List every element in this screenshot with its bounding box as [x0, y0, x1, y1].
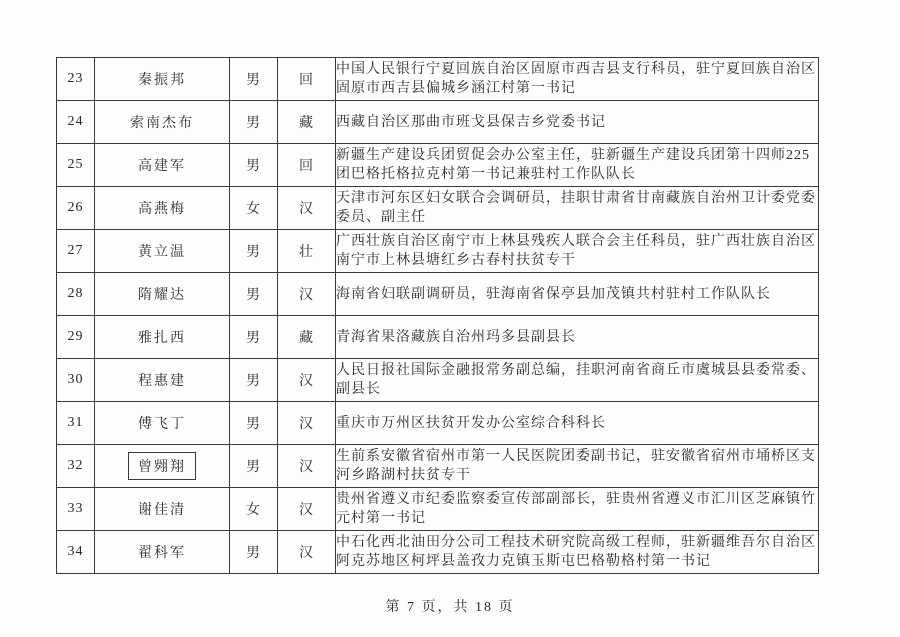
cell-name [95, 488, 230, 531]
person-name: 索南杰布 [130, 116, 194, 131]
table-row [57, 445, 819, 488]
person-name: 曾翙翔 [128, 452, 196, 480]
table-row [57, 58, 819, 101]
cell-ethnicity: 汉 [278, 445, 336, 488]
cell-serial-number: 32 [57, 445, 95, 488]
cell-serial-number: 27 [57, 230, 95, 273]
person-name: 秦振邦 [138, 73, 186, 88]
table-row [57, 187, 819, 230]
cell-position-description: 海南省妇联副调研员，驻海南省保亭县加茂镇共村驻村工作队队长 [336, 273, 819, 316]
cell-serial-number: 25 [57, 144, 95, 187]
cell-name [95, 445, 230, 488]
cell-gender: 男 [230, 273, 278, 316]
roster-table-body [57, 58, 819, 574]
cell-name [95, 58, 230, 101]
cell-ethnicity: 汉 [278, 531, 336, 574]
cell-gender: 女 [230, 488, 278, 531]
roster-table [56, 57, 819, 574]
cell-name [95, 187, 230, 230]
cell-name [95, 101, 230, 144]
cell-position-description: 人民日报社国际金融报常务副总编，挂职河南省商丘市虞城县县委常委、副县长 [336, 359, 819, 402]
cell-gender: 男 [230, 58, 278, 101]
cell-ethnicity: 壮 [278, 230, 336, 273]
page-number-footer: 第 7 页，共 18 页 [385, 600, 515, 615]
person-name: 高建军 [138, 159, 186, 174]
cell-serial-number: 24 [57, 101, 95, 144]
cell-ethnicity: 汉 [278, 187, 336, 230]
cell-gender: 男 [230, 144, 278, 187]
table-row [57, 359, 819, 402]
table-row [57, 144, 819, 187]
cell-ethnicity: 汉 [278, 402, 336, 445]
table-row [57, 531, 819, 574]
cell-gender: 男 [230, 402, 278, 445]
cell-name [95, 273, 230, 316]
table-row [57, 316, 819, 359]
cell-serial-number: 29 [57, 316, 95, 359]
cell-gender: 男 [230, 359, 278, 402]
cell-position-description: 贵州省遵义市纪委监察委宣传部副部长，驻贵州省遵义市汇川区芝麻镇竹元村第一书记 [336, 488, 819, 531]
cell-name [95, 531, 230, 574]
cell-ethnicity: 藏 [278, 101, 336, 144]
cell-serial-number: 34 [57, 531, 95, 574]
person-name: 隋耀达 [138, 288, 186, 303]
cell-gender: 女 [230, 187, 278, 230]
cell-ethnicity: 汉 [278, 359, 336, 402]
table-row [57, 488, 819, 531]
cell-ethnicity: 汉 [278, 488, 336, 531]
cell-name [95, 402, 230, 445]
cell-position-description: 生前系安徽省宿州市第一人民医院团委副书记，驻安徽省宿州市埇桥区支河乡路湖村扶贫专干 [336, 445, 819, 488]
person-name: 傅飞丁 [138, 417, 186, 432]
cell-gender: 男 [230, 531, 278, 574]
cell-gender: 男 [230, 101, 278, 144]
cell-ethnicity: 回 [278, 144, 336, 187]
cell-serial-number: 28 [57, 273, 95, 316]
cell-ethnicity: 藏 [278, 316, 336, 359]
cell-gender: 男 [230, 445, 278, 488]
cell-ethnicity: 汉 [278, 273, 336, 316]
cell-position-description: 青海省果洛藏族自治州玛多县副县长 [336, 316, 819, 359]
cell-serial-number: 33 [57, 488, 95, 531]
cell-name [95, 230, 230, 273]
person-name: 翟科军 [138, 546, 186, 561]
cell-position-description: 新疆生产建设兵团贸促会办公室主任，驻新疆生产建设兵团第十四师225团巴格托格拉克村第一书记兼驻村工作队队长 [336, 144, 819, 187]
cell-position-description: 中国人民银行宁夏回族自治区固原市西吉县支行科员，驻宁夏回族自治区固原市西吉县偏城乡涵江村第一书记 [336, 58, 819, 101]
person-name: 高燕梅 [138, 202, 186, 217]
table-row [57, 402, 819, 445]
cell-serial-number: 26 [57, 187, 95, 230]
cell-serial-number: 23 [57, 58, 95, 101]
cell-position-description: 西藏自治区那曲市班戈县保吉乡党委书记 [336, 101, 819, 144]
person-name: 谢佳清 [138, 503, 186, 518]
table-row [57, 101, 819, 144]
cell-position-description: 广西壮族自治区南宁市上林县残疾人联合会主任科员，驻广西壮族自治区南宁市上林县塘红乡古春村扶贫专干 [336, 230, 819, 273]
cell-serial-number: 31 [57, 402, 95, 445]
cell-name [95, 144, 230, 187]
table-row [57, 273, 819, 316]
cell-gender: 男 [230, 316, 278, 359]
person-name: 黄立温 [138, 245, 186, 260]
cell-position-description: 天津市河东区妇女联合会调研员，挂职甘肃省甘南藏族自治州卫计委党委委员、副主任 [336, 187, 819, 230]
cell-gender: 男 [230, 230, 278, 273]
cell-position-description: 重庆市万州区扶贫开发办公室综合科科长 [336, 402, 819, 445]
table-row [57, 230, 819, 273]
cell-name [95, 359, 230, 402]
person-name: 雅扎西 [138, 331, 186, 346]
cell-ethnicity: 回 [278, 58, 336, 101]
cell-name [95, 316, 230, 359]
person-name: 程惠建 [138, 374, 186, 389]
cell-serial-number: 30 [57, 359, 95, 402]
cell-position-description: 中石化西北油田分公司工程技术研究院高级工程师，驻新疆维吾尔自治区阿克苏地区柯坪县盖孜力克镇玉斯屯巴格勒格村第一书记 [336, 531, 819, 574]
